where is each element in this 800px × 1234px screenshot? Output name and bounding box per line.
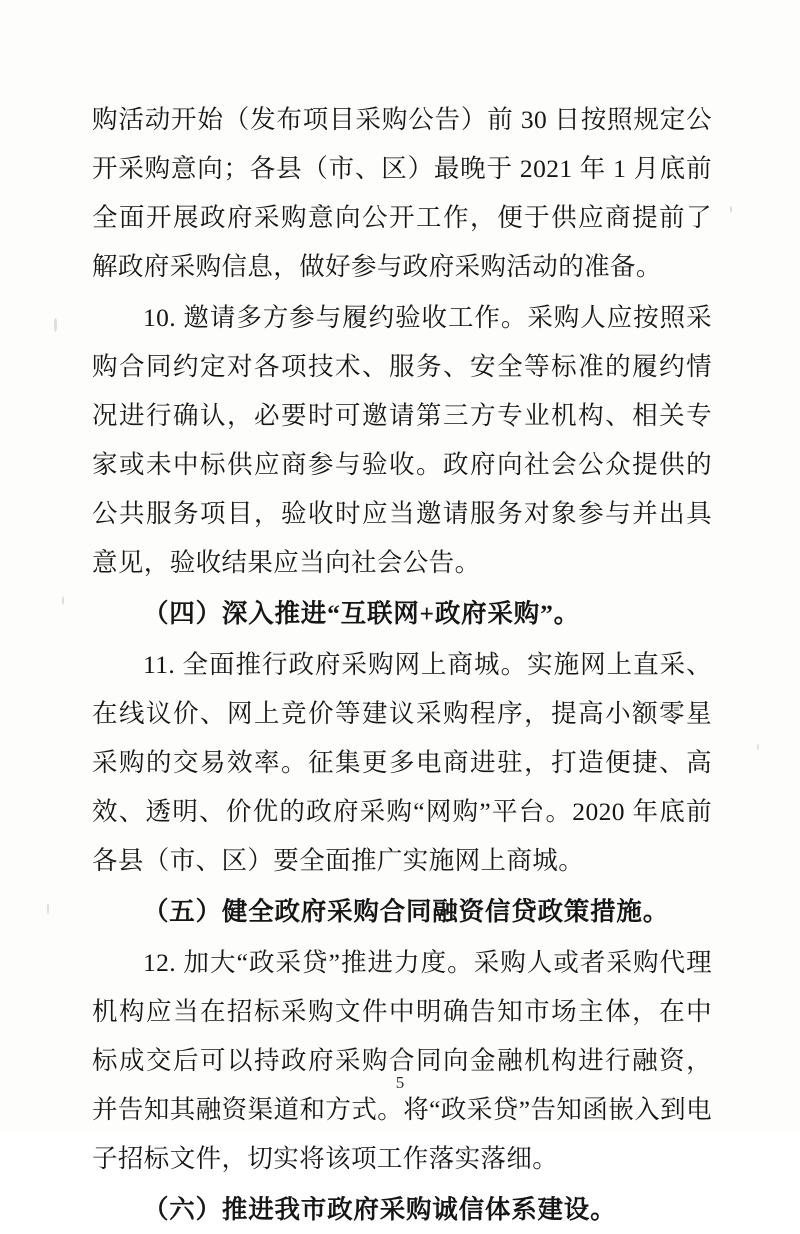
scan-speck bbox=[47, 903, 49, 914]
paragraph-item-11: 11. 全面推行政府采购网上商城。实施网上直采、在线议价、网上竞价等建议采购程序，提高小额零星采购的交易效率。征集更多电商进驻，打造便捷、高效、透明、价优的政府采购“网购”平台。2020 年底前各县（市、区）要全面推广实施网上商城。 bbox=[92, 650, 712, 875]
heading-section-5: （五）健全政府采购合同融资信贷政策措施。 bbox=[143, 897, 670, 926]
heading-section-4: （四）深入推进“互联网+政府采购”。 bbox=[143, 599, 580, 628]
paragraph-purchase-intent: 购活动开始（发布项目采购公告）前 30 日按照规定公开采购意向；各县（市、区）最晚于 2021 年 1 月底前全面开展政府采购意向公开工作，便于供应商提前了解政府采购信息，做好参与政府采购活动的准备。 bbox=[92, 105, 712, 281]
scan-speck bbox=[54, 318, 57, 332]
scan-speck bbox=[62, 596, 64, 605]
scan-speck bbox=[757, 744, 759, 750]
heading-section-6: （六）推进我市政府采购诚信体系建设。 bbox=[143, 1195, 617, 1224]
scan-speck bbox=[730, 206, 732, 213]
page-number: 5 bbox=[395, 1073, 405, 1092]
paragraph-item-12: 12. 加大“政采贷”推进力度。采购人或者采购代理机构应当在招标采购文件中明确告知市场主体，在中标成交后可以持政府采购合同向金融机构进行融资，并告知其融资渠道和方式。将“政采贷”告知函嵌入到电子招标文件，切实将该项工作落实落细。 bbox=[92, 948, 712, 1173]
paragraph-item-10: 10. 邀请多方参与履约验收工作。采购人应按照采购合同约定对各项技术、服务、安全等标准的履约情况进行确认，必要时可邀请第三方专业机构、相关专家或未中标供应商参与验收。政府向社会公众提供的公共服务项目，验收时应当邀请服务对象参与并出具意见，验收结果应当向社会公告。 bbox=[92, 303, 712, 577]
document-body bbox=[92, 95, 712, 1234]
